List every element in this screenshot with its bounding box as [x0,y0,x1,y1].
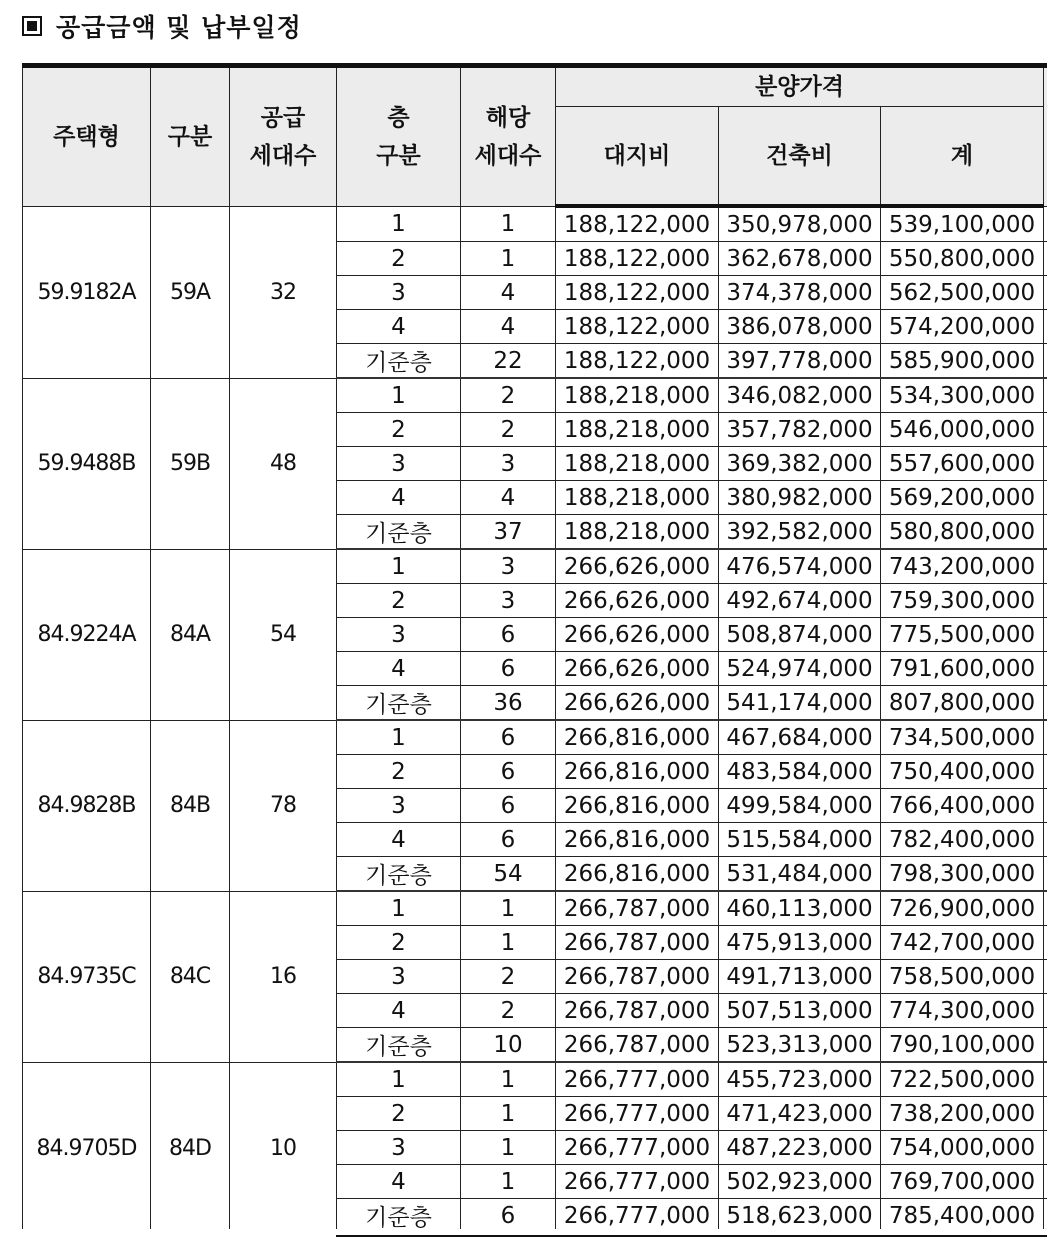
land-cost-cell: 188,122,000 [556,242,719,276]
floor-cell: 2 [337,1097,461,1131]
total-cell: 743,200,000 [881,549,1044,584]
floor-cell: 1 [337,549,461,584]
cut-off-cell [1044,789,1047,823]
units-cell: 1 [461,242,556,276]
land-cost-cell: 266,816,000 [556,720,719,755]
total-cell: 550,800,000 [881,242,1044,276]
cut-off-cell [1044,447,1047,481]
construction-cost-cell: 374,378,000 [719,276,881,310]
floor-cell: 3 [337,618,461,652]
construction-cost-cell: 541,174,000 [719,686,881,721]
units-cell: 54 [461,857,556,892]
units-cell: 1 [461,926,556,960]
header-construction-cost: 건축비 [719,107,881,207]
cut-off-cell [1044,994,1047,1028]
cut-off-cell [1044,1097,1047,1131]
total-cell: 738,200,000 [881,1097,1044,1131]
total-cell: 774,300,000 [881,994,1044,1028]
construction-cost-cell: 531,484,000 [719,857,881,892]
cut-off-cell [1044,1131,1047,1165]
supply-units-cell: 16 [230,891,337,1062]
floor-cell: 3 [337,1131,461,1165]
supply-units-cell: 54 [230,549,337,720]
construction-cost-cell: 507,513,000 [719,994,881,1028]
land-cost-cell: 266,787,000 [556,960,719,994]
cut-off-cell [1044,891,1047,926]
units-cell: 6 [461,652,556,686]
category-cell: 84A [151,549,230,720]
floor-cell: 3 [337,447,461,481]
supply-units-cell: 10 [230,1062,337,1235]
floor-cell: 1 [337,720,461,755]
total-cell: 557,600,000 [881,447,1044,481]
floor-cell: 기준층 [337,344,461,379]
units-cell: 6 [461,618,556,652]
category-cell: 84C [151,891,230,1062]
construction-cost-cell: 362,678,000 [719,242,881,276]
total-cell: 574,200,000 [881,310,1044,344]
land-cost-cell: 266,626,000 [556,618,719,652]
units-cell: 1 [461,1097,556,1131]
floor-cell: 3 [337,960,461,994]
total-cell: 790,100,000 [881,1028,1044,1063]
construction-cost-cell: 483,584,000 [719,755,881,789]
units-cell: 10 [461,1028,556,1063]
floor-cell: 2 [337,755,461,789]
land-cost-cell: 188,218,000 [556,515,719,550]
supply-units-cell: 78 [230,720,337,891]
cut-off-cell [1044,1062,1047,1097]
housing-type-cell: 59.9182A [23,206,151,378]
construction-cost-cell: 386,078,000 [719,310,881,344]
total-cell: 726,900,000 [881,891,1044,926]
land-cost-cell: 188,218,000 [556,378,719,413]
construction-cost-cell: 380,982,000 [719,481,881,515]
units-cell: 1 [461,1131,556,1165]
construction-cost-cell: 471,423,000 [719,1097,881,1131]
floor-cell: 1 [337,891,461,926]
category-cell: 84B [151,720,230,891]
floor-cell: 4 [337,823,461,857]
land-cost-cell: 266,787,000 [556,891,719,926]
cut-off-cell [1044,1165,1047,1199]
land-cost-cell: 266,626,000 [556,584,719,618]
units-cell: 3 [461,549,556,584]
category-cell: 84D [151,1062,230,1235]
header-housing-type: 주택형 [23,66,151,207]
floor-cell: 4 [337,481,461,515]
section-title-text: 공급금액 및 납부일정 [56,8,302,44]
units-cell: 1 [461,206,556,242]
category-cell: 59B [151,378,230,549]
total-cell: 562,500,000 [881,276,1044,310]
construction-cost-cell: 476,574,000 [719,549,881,584]
floor-cell: 4 [337,1165,461,1199]
header-supply-units: 공급 세대수 [230,66,337,207]
floor-cell: 1 [337,378,461,413]
construction-cost-cell: 524,974,000 [719,652,881,686]
total-cell: 807,800,000 [881,686,1044,721]
table-row [23,891,1047,926]
floor-cell: 4 [337,310,461,344]
cut-off-cell [1044,720,1047,755]
construction-cost-cell: 369,382,000 [719,447,881,481]
floor-cell: 2 [337,926,461,960]
units-cell: 6 [461,823,556,857]
cut-off-cell [1044,652,1047,686]
cut-off-cell [1044,755,1047,789]
units-cell: 6 [461,1199,556,1235]
floor-cell: 1 [337,1062,461,1097]
units-cell: 2 [461,994,556,1028]
housing-type-cell: 84.9735C [23,891,151,1062]
construction-cost-cell: 523,313,000 [719,1028,881,1063]
header-total: 계 [881,107,1044,207]
land-cost-cell: 188,218,000 [556,413,719,447]
floor-cell: 기준층 [337,686,461,721]
cut-off-cell [1044,584,1047,618]
cut-off-cell [1044,857,1047,892]
total-cell: 534,300,000 [881,378,1044,413]
section-title [22,8,302,44]
floor-cell: 2 [337,242,461,276]
units-cell: 3 [461,584,556,618]
construction-cost-cell: 487,223,000 [719,1131,881,1165]
total-cell: 750,400,000 [881,755,1044,789]
units-cell: 37 [461,515,556,550]
land-cost-cell: 188,122,000 [556,310,719,344]
units-cell: 2 [461,378,556,413]
land-cost-cell: 188,122,000 [556,206,719,242]
cut-off-cell [1044,413,1047,447]
units-cell: 1 [461,891,556,926]
square-bullet-icon [22,16,42,36]
cut-off-cell [1044,378,1047,413]
cut-off-cell [1044,276,1047,310]
total-cell: 769,700,000 [881,1165,1044,1199]
construction-cost-cell: 397,778,000 [719,344,881,379]
header-applicable-units: 해당 세대수 [461,66,556,207]
land-cost-cell: 266,626,000 [556,652,719,686]
total-cell: 722,500,000 [881,1062,1044,1097]
land-cost-cell: 266,777,000 [556,1165,719,1199]
total-cell: 539,100,000 [881,206,1044,242]
cut-off-cell [1044,549,1047,584]
cut-off-cell [1044,618,1047,652]
cut-off-cell [1044,515,1047,550]
floor-cell: 기준층 [337,515,461,550]
floor-cell: 2 [337,413,461,447]
construction-cost-cell: 455,723,000 [719,1062,881,1097]
cut-off-cell [1044,686,1047,721]
header-category: 구분 [151,66,230,207]
construction-cost-cell: 350,978,000 [719,206,881,242]
construction-cost-cell: 491,713,000 [719,960,881,994]
cut-off-cell [1044,960,1047,994]
land-cost-cell: 266,777,000 [556,1199,719,1235]
table-row [23,378,1047,413]
construction-cost-cell: 460,113,000 [719,891,881,926]
table-row [23,720,1047,755]
housing-type-cell: 84.9705D [23,1062,151,1235]
units-cell: 4 [461,310,556,344]
units-cell: 22 [461,344,556,379]
land-cost-cell: 188,218,000 [556,481,719,515]
construction-cost-cell: 475,913,000 [719,926,881,960]
cut-off-cell [1044,310,1047,344]
land-cost-cell: 266,777,000 [556,1131,719,1165]
units-cell: 2 [461,413,556,447]
units-cell: 1 [461,1165,556,1199]
land-cost-cell: 266,777,000 [556,1062,719,1097]
construction-cost-cell: 357,782,000 [719,413,881,447]
construction-cost-cell: 502,923,000 [719,1165,881,1199]
units-cell: 36 [461,686,556,721]
land-cost-cell: 266,816,000 [556,755,719,789]
land-cost-cell: 188,218,000 [556,447,719,481]
total-cell: 785,400,000 [881,1199,1044,1235]
supply-units-cell: 32 [230,206,337,378]
total-cell: 742,700,000 [881,926,1044,960]
floor-cell: 기준층 [337,1199,461,1235]
cut-off-cell [1044,242,1047,276]
land-cost-cell: 188,122,000 [556,276,719,310]
total-cell: 758,500,000 [881,960,1044,994]
cut-off-cell [1044,344,1047,379]
floor-cell: 4 [337,994,461,1028]
total-cell: 585,900,000 [881,344,1044,379]
page-bottom-edge [0,1229,1047,1235]
total-cell: 782,400,000 [881,823,1044,857]
cut-off-cell [1044,926,1047,960]
table-row [23,206,1047,242]
total-cell: 791,600,000 [881,652,1044,686]
cut-off-cell [1044,481,1047,515]
floor-cell: 4 [337,652,461,686]
housing-type-cell: 84.9828B [23,720,151,891]
floor-cell: 1 [337,206,461,242]
table-header-row [23,66,1047,107]
construction-cost-cell: 467,684,000 [719,720,881,755]
construction-cost-cell: 492,674,000 [719,584,881,618]
header-floor: 층 구분 [337,66,461,207]
construction-cost-cell: 392,582,000 [719,515,881,550]
floor-cell: 2 [337,584,461,618]
units-cell: 4 [461,481,556,515]
floor-cell: 기준층 [337,1028,461,1063]
land-cost-cell: 266,816,000 [556,857,719,892]
total-cell: 759,300,000 [881,584,1044,618]
construction-cost-cell: 518,623,000 [719,1199,881,1235]
land-cost-cell: 266,787,000 [556,926,719,960]
category-cell: 59A [151,206,230,378]
land-cost-cell: 266,777,000 [556,1097,719,1131]
total-cell: 754,000,000 [881,1131,1044,1165]
housing-type-cell: 59.9488B [23,378,151,549]
floor-cell: 기준층 [337,857,461,892]
header-land-cost: 대지비 [556,107,719,207]
construction-cost-cell: 499,584,000 [719,789,881,823]
land-cost-cell: 266,626,000 [556,549,719,584]
land-cost-cell: 188,122,000 [556,344,719,379]
total-cell: 766,400,000 [881,789,1044,823]
table-row [23,1062,1047,1097]
construction-cost-cell: 508,874,000 [719,618,881,652]
land-cost-cell: 266,816,000 [556,823,719,857]
units-cell: 6 [461,755,556,789]
construction-cost-cell: 515,584,000 [719,823,881,857]
cut-off-cell [1044,823,1047,857]
floor-cell: 3 [337,789,461,823]
total-cell: 580,800,000 [881,515,1044,550]
construction-cost-cell: 346,082,000 [719,378,881,413]
total-cell: 734,500,000 [881,720,1044,755]
table-body [23,206,1047,1235]
units-cell: 1 [461,1062,556,1097]
total-cell: 569,200,000 [881,481,1044,515]
price-table [22,63,1047,1237]
units-cell: 3 [461,447,556,481]
land-cost-cell: 266,816,000 [556,789,719,823]
cut-off-cell [1044,1028,1047,1063]
land-cost-cell: 266,787,000 [556,1028,719,1063]
supply-units-cell: 48 [230,378,337,549]
units-cell: 2 [461,960,556,994]
total-cell: 546,000,000 [881,413,1044,447]
units-cell: 4 [461,276,556,310]
header-cut-off-column [1044,66,1047,207]
land-cost-cell: 266,787,000 [556,994,719,1028]
land-cost-cell: 266,626,000 [556,686,719,721]
units-cell: 6 [461,720,556,755]
floor-cell: 3 [337,276,461,310]
header-sale-price: 분양가격 [556,66,1044,107]
cut-off-cell [1044,206,1047,242]
total-cell: 775,500,000 [881,618,1044,652]
housing-type-cell: 84.9224A [23,549,151,720]
total-cell: 798,300,000 [881,857,1044,892]
units-cell: 6 [461,789,556,823]
table-row [23,549,1047,584]
